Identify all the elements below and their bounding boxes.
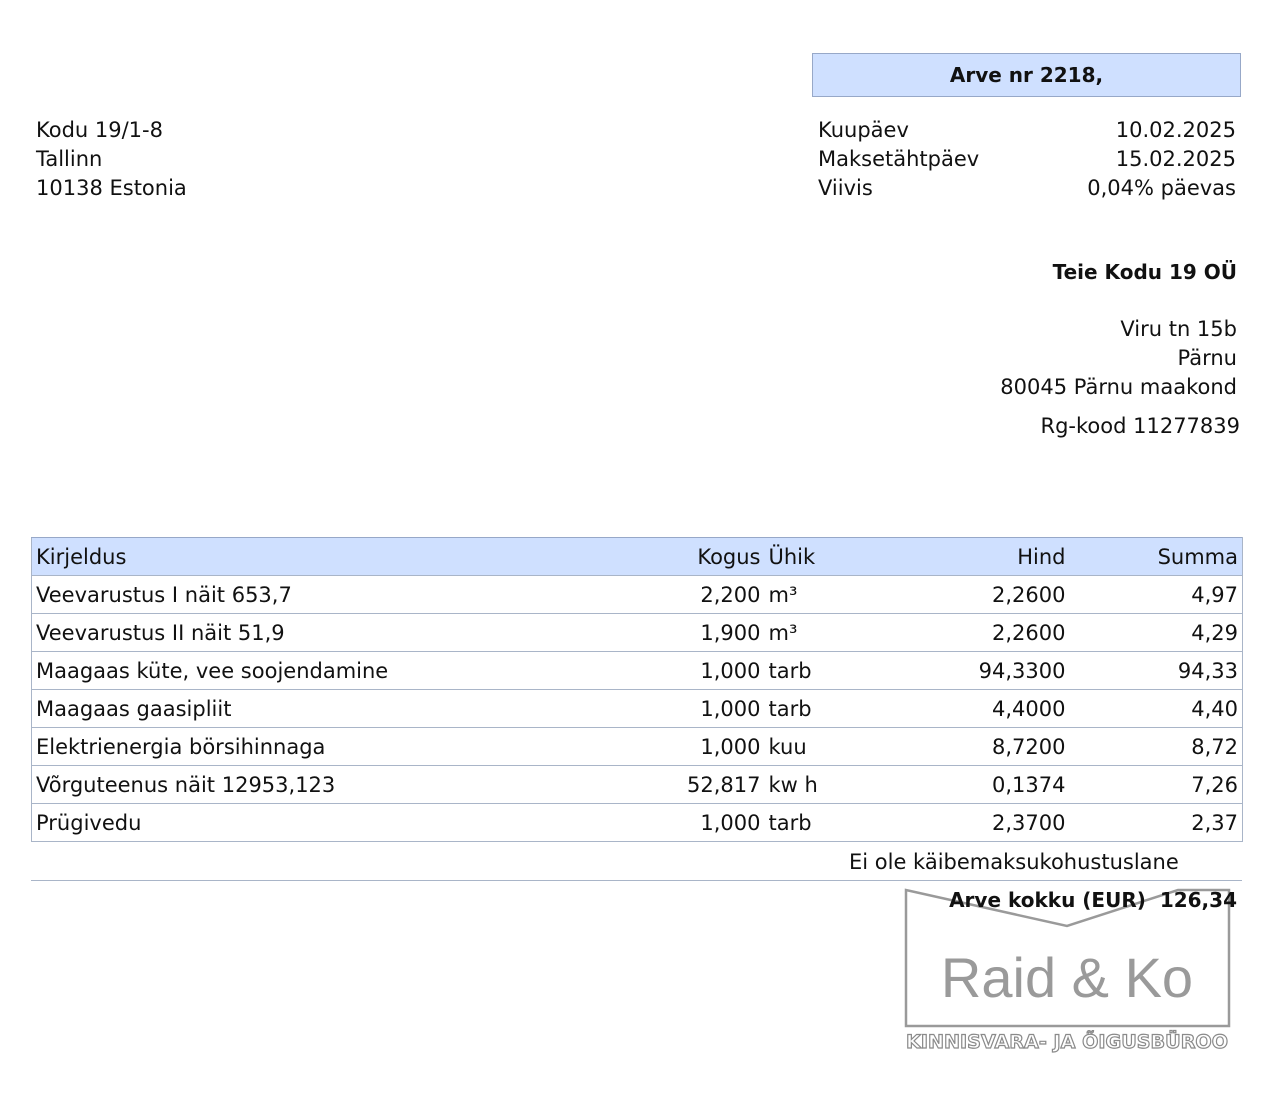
table-row [32,690,1243,728]
table-row [32,576,1243,614]
invoice-title: Arve nr 2218, [812,53,1241,97]
items-table [31,537,1243,842]
cell-quantity: 1,000 [592,804,765,842]
customer-address [36,116,187,203]
cell-unit: kw h [765,766,855,804]
cell-unit: tarb [765,690,855,728]
stamp-subtitle: KINNISVARA- JA ÕIGUSBÜROO [906,1031,1226,1053]
cell-unit: tarb [765,652,855,690]
table-row [32,766,1243,804]
meta-row-penalty [818,174,1236,203]
cell-price: 0,1374 [855,766,1070,804]
cell-total: 4,97 [1070,576,1243,614]
header-price: Hind [855,538,1070,576]
cell-description: Maagaas gaasipliit [32,690,592,728]
customer-address-line: 10138 Estonia [36,176,187,200]
meta-value: 0,04% päevas [1087,176,1236,200]
cell-unit: kuu [765,728,855,766]
cell-unit: m³ [765,614,855,652]
divider [31,880,1242,881]
table-header-row [32,538,1243,576]
table-row [32,614,1243,652]
cell-quantity: 1,000 [592,728,765,766]
seller-address [1000,315,1237,402]
customer-address-line: Kodu 19/1-8 [36,118,163,142]
seller-name: Teie Kodu 19 OÜ [1052,260,1237,284]
meta-label: Maksetähtpäev [818,147,980,171]
seller-reg-code: Rg-kood 11277839 [1040,414,1240,438]
header-total: Summa [1070,538,1243,576]
stamp-name: Raid & Ko [940,946,1194,1009]
invoice-total [949,886,1237,915]
cell-quantity: 1,000 [592,652,765,690]
meta-row-due-date [818,145,1236,174]
invoice-meta [818,116,1236,203]
cell-total: 2,37 [1070,804,1243,842]
cell-quantity: 52,817 [592,766,765,804]
cell-quantity: 2,200 [592,576,765,614]
cell-total: 8,72 [1070,728,1243,766]
meta-label: Kuupäev [818,118,909,142]
cell-price: 2,2600 [855,614,1070,652]
total-value: 126,34 [1159,888,1237,912]
customer-address-line: Tallinn [36,147,103,171]
meta-row-date [818,116,1236,145]
cell-unit: tarb [765,804,855,842]
cell-price: 8,7200 [855,728,1070,766]
meta-value: 10.02.2025 [1115,118,1236,142]
seller-address-line: Pärnu [1177,346,1237,370]
header-unit: Ühik [765,538,855,576]
cell-price: 2,3700 [855,804,1070,842]
cell-description: Elektrienergia börsihinnaga [32,728,592,766]
cell-quantity: 1,900 [592,614,765,652]
cell-description: Veevarustus II näit 51,9 [32,614,592,652]
cell-quantity: 1,000 [592,690,765,728]
cell-price: 2,2600 [855,576,1070,614]
seller-address-line: 80045 Pärnu maakond [1000,375,1237,399]
table-row [32,804,1243,842]
cell-description: Prügivedu [32,804,592,842]
table-row [32,728,1243,766]
cell-total: 4,40 [1070,690,1243,728]
cell-unit: m³ [765,576,855,614]
cell-price: 94,3300 [855,652,1070,690]
seller-address-line: Viru tn 15b [1120,317,1237,341]
header-quantity: Kogus [592,538,765,576]
cell-total: 4,29 [1070,614,1243,652]
vat-note: Ei ole käibemaksukohustuslane [849,850,1179,874]
cell-price: 4,4000 [855,690,1070,728]
meta-label: Viivis [818,176,873,200]
cell-total: 7,26 [1070,766,1243,804]
total-label: Arve kokku (EUR) [949,888,1146,912]
cell-description: Veevarustus I näit 653,7 [32,576,592,614]
cell-total: 94,33 [1070,652,1243,690]
header-description: Kirjeldus [32,538,592,576]
cell-description: Maagaas küte, vee soojendamine [32,652,592,690]
table-row [32,652,1243,690]
cell-description: Võrguteenus näit 12953,123 [32,766,592,804]
meta-value: 15.02.2025 [1115,147,1236,171]
